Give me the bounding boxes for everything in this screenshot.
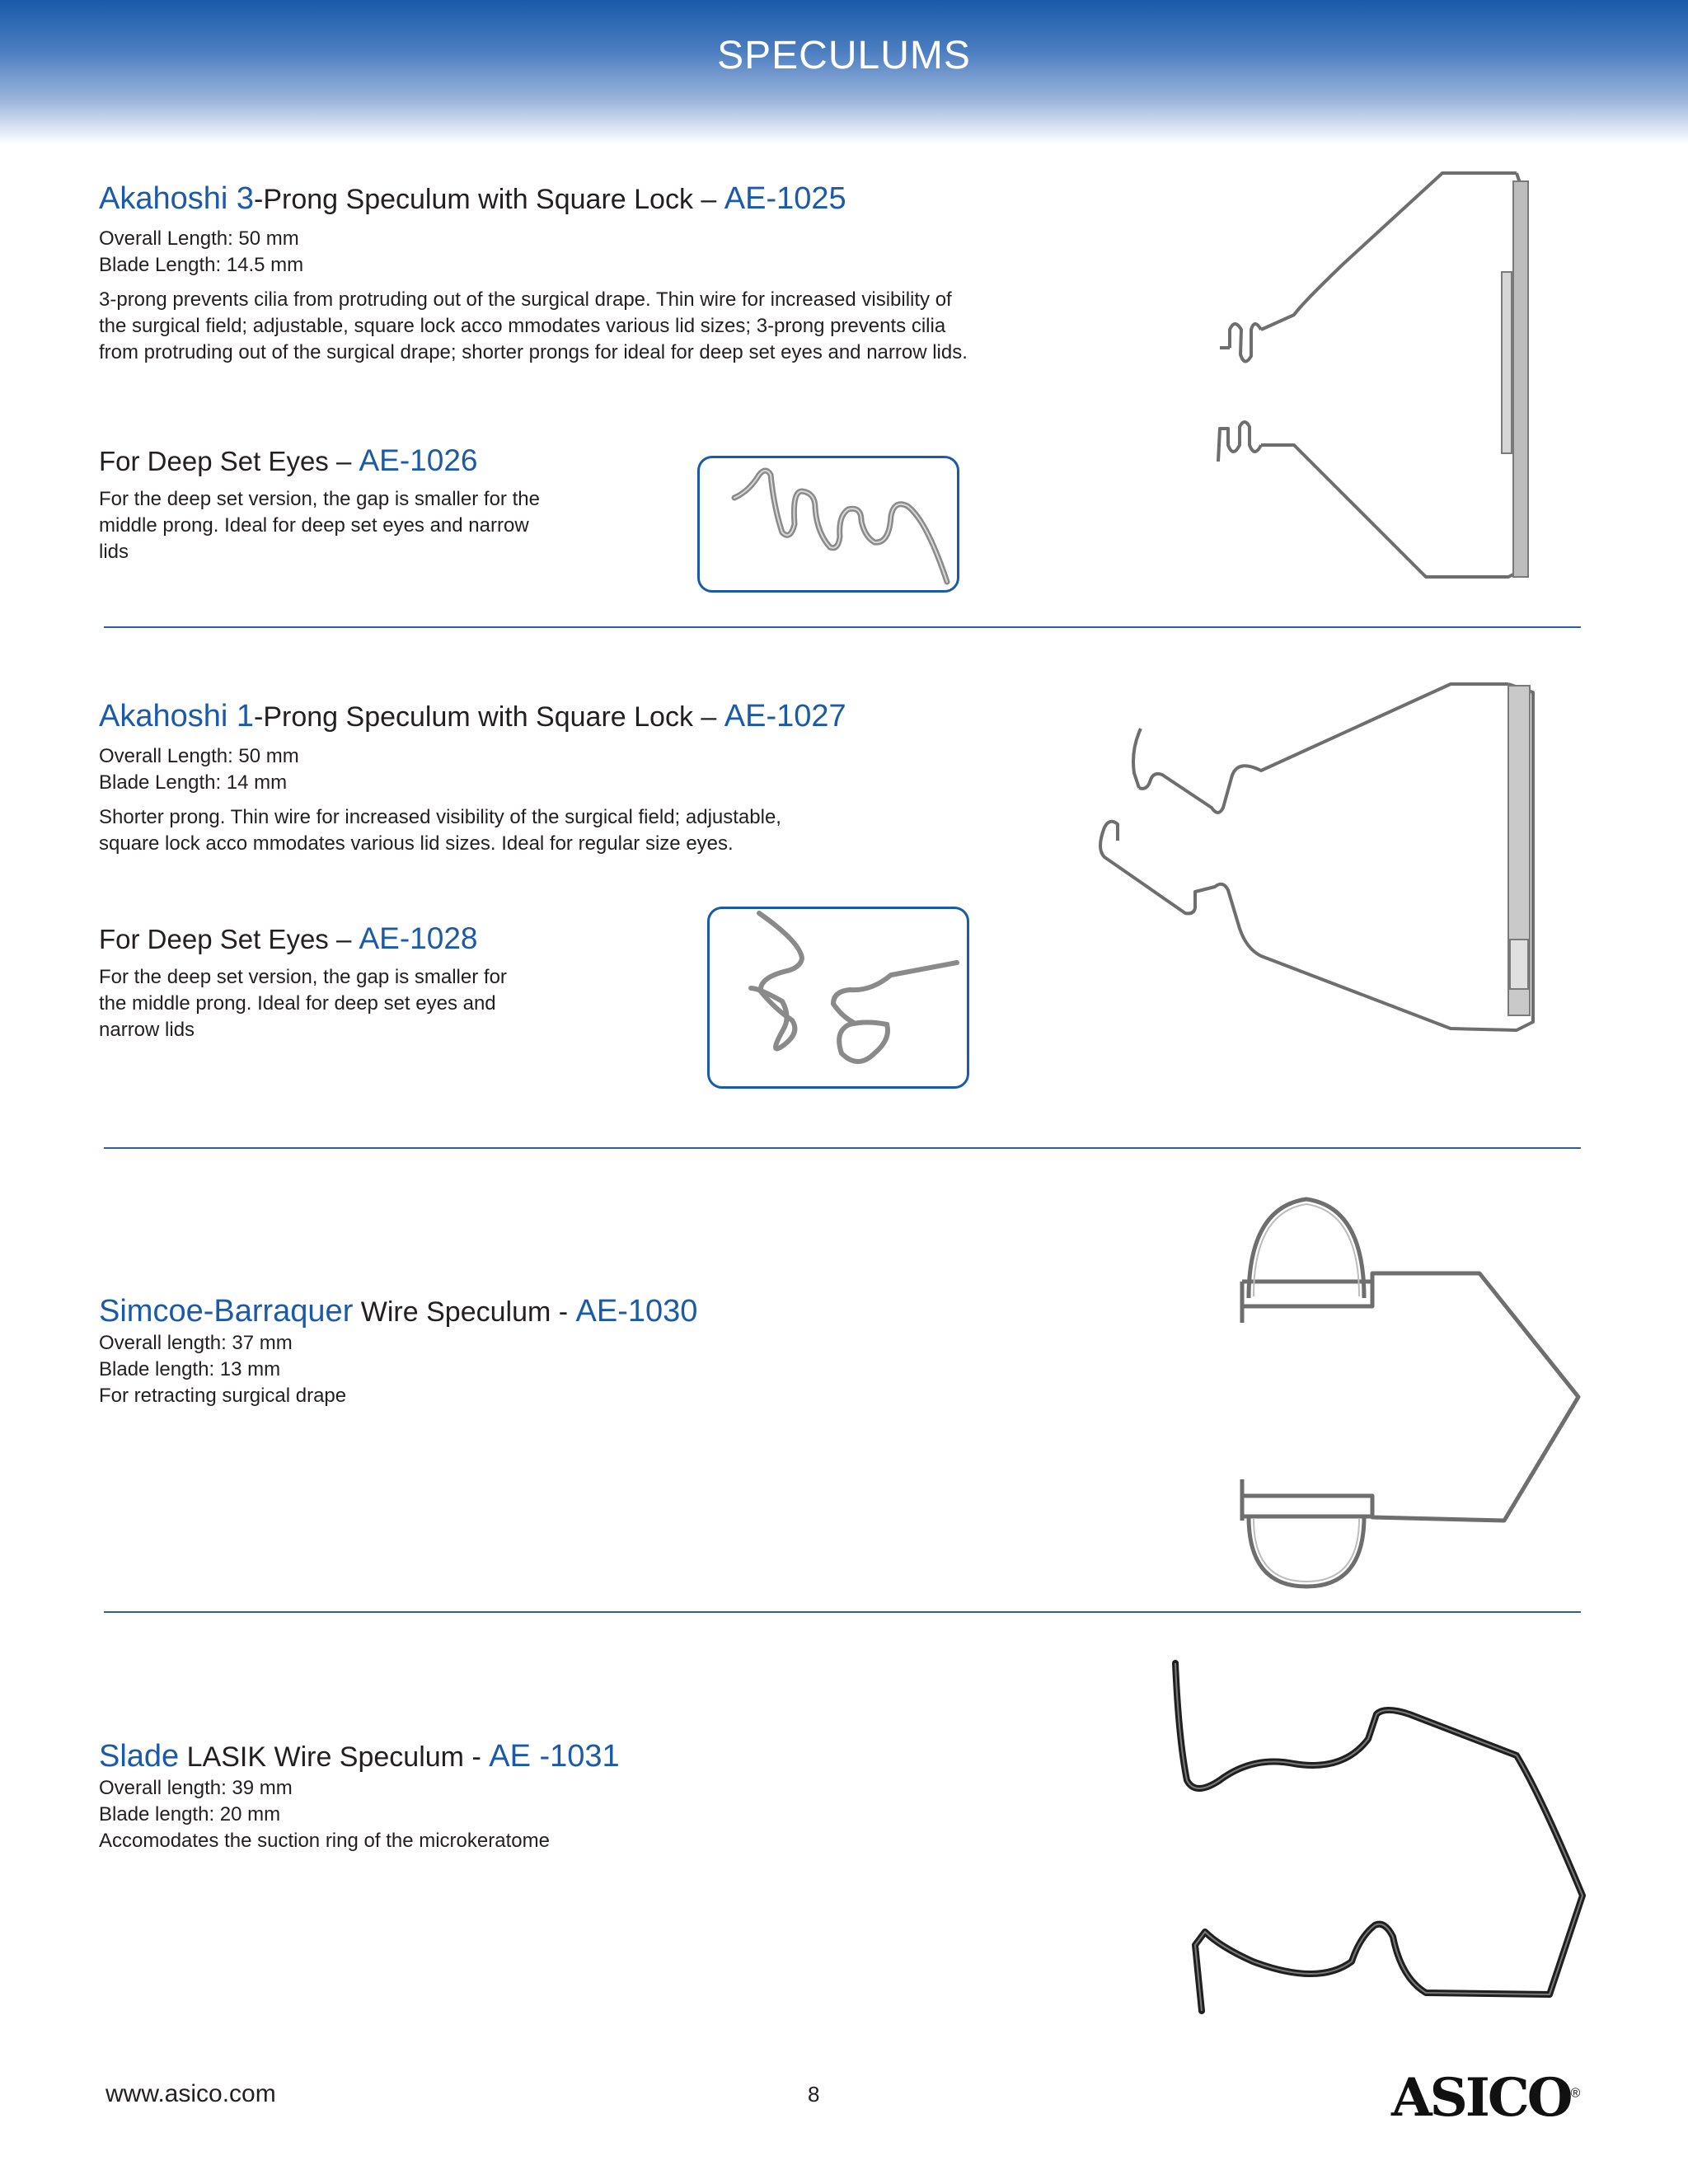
prong-detail-image [697,456,959,593]
variant-title-ae1026 [99,443,477,478]
variant-label: For Deep Set Eyes – [99,446,359,476]
variant-description: For the deep set version, the gap is smaller for the middle prong. Ideal for deep set eyes and narrow lids [99,488,540,563]
product-description: Shorter prong. Thin wire for increased visibility of the surgical field; adjustable, square lock acco mmodates various lid sizes. Ideal for regular size eyes. [99,806,781,855]
speculum-ae1030-image [1232,1191,1595,1595]
section-divider [104,1147,1581,1149]
page-header-banner [0,0,1688,144]
spec-overall-length: Overall Length: 50 mm [99,227,299,250]
page-number: 8 [808,2082,820,2107]
prong-detail-drawing [710,909,967,1086]
product-title-ae1025 [99,181,846,217]
spec-use: For retracting surgical drape [99,1385,347,1407]
variant-description: For the deep set version, the gap is smaller for the middle prong. Ideal for deep set eyes and narrow lids [99,966,507,1041]
product-title-ae1031 [99,1739,620,1774]
registered-mark: ® [1570,2086,1578,2101]
speculum-ae1027-image [1071,676,1558,1038]
product-name-suffix: LASIK Wire Speculum - [179,1741,490,1773]
spec-blade-length: Blade Length: 14 mm [99,771,288,794]
speculum-ae1025-image [1195,165,1558,593]
product-code: AE-1025 [724,181,846,216]
spec-use: Accomodates the suction ring of the microkeratome [99,1830,550,1852]
spec-overall-length: Overall length: 39 mm [99,1777,293,1799]
product-name: Simcoe-Barraquer [99,1294,354,1329]
product-name: Slade [99,1739,180,1774]
product-name: Akahoshi 3 [99,181,255,216]
product-name: Akahoshi 1 [99,699,255,733]
variant-code: AE-1028 [359,921,478,955]
product-title-ae1027 [99,699,846,734]
product-name-suffix: -Prong Speculum with Square Lock – [254,184,724,215]
section-divider [104,626,1581,628]
page-title: SPECULUMS [717,34,971,77]
section-divider [104,1611,1581,1613]
variant-label: For Deep Set Eyes – [99,924,359,954]
product-description: 3-prong prevents cilia from protruding out of the surgical drape. Thin wire for increased visibility of the surgical field; adjustable, square lock acco mmodates various lid sizes; 3-prong prevents cilia from protruding out of the surgical drape; shorter prongs for ideal for deep set eyes and narrow lids. [99,288,968,363]
speculum-ae1031-image [1154,1648,1599,2027]
prong-detail-drawing [700,458,957,590]
spec-blade-length: Blade length: 20 mm [99,1803,281,1825]
spec-blade-length: Blade Length: 14.5 mm [99,254,304,276]
product-code: AE-1030 [575,1294,698,1329]
product-name-suffix: -Prong Speculum with Square Lock – [254,701,724,733]
logo-text: ASICO [1391,2067,1571,2129]
product-code: AE-1027 [724,699,846,733]
product-title-ae1030 [99,1294,697,1329]
product-code: AE -1031 [489,1739,620,1774]
spec-overall-length: Overall length: 37 mm [99,1332,293,1354]
footer-website-link[interactable]: www.asico.com [106,2080,276,2107]
spec-overall-length: Overall Length: 50 mm [99,745,299,767]
prong-detail-image [707,907,969,1089]
spec-blade-length: Blade length: 13 mm [99,1358,281,1380]
product-name-suffix: Wire Speculum - [353,1296,576,1328]
variant-title-ae1028 [99,921,477,956]
variant-code: AE-1026 [359,443,478,477]
asico-logo [1391,2067,1578,2129]
